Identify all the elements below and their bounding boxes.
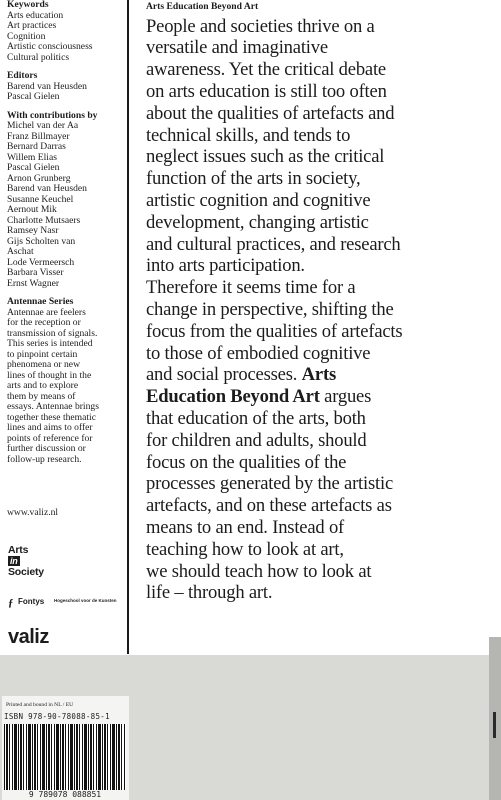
blurb-segment: that education of the arts, both [146,407,366,429]
blurb-segment: life – through art. [146,582,273,604]
barcode-digits: 9 789078 088851 [4,790,126,800]
blurb-line [146,255,496,277]
blurb-segment: awareness. Yet the critical debate [146,59,386,81]
blurb-segment: technical skills, and tends to [146,124,351,146]
series-line: further discussion or [7,443,86,455]
contributor-item: Willem Elias [7,151,57,163]
arts-logo-word-in: in [10,556,18,566]
series-line: for the reception or [7,317,81,329]
printed-in-text: Printed and bound in NL / EU [6,702,74,708]
blurb-line [146,321,496,343]
contributors-section [7,111,125,290]
blurb-segment: versatile and imaginative [146,37,328,59]
fontys-icon: ƒ [8,597,14,609]
fontys-tagline: Hogeschool voor de Kunsten [54,598,117,603]
series-heading: Antennae Series [7,296,74,308]
blurb-segment: People and societies thrive on a [146,15,375,37]
series-line: follow-up research. [7,453,82,465]
blurb-line [146,582,496,604]
series-line: lines and aims to offer [7,422,93,434]
series-description [7,308,125,466]
blurb-segment: function of the arts in society, [146,168,361,190]
blurb-segment: focus from the qualities of artefacts [146,320,403,342]
contributor-item: Pascal Gielen [7,162,60,174]
blurb-line [146,343,496,365]
blurb-line [146,81,496,103]
valiz-logo: valiz [8,626,49,648]
keywords-section [7,0,125,63]
editors-heading: Editors [7,70,38,82]
blurb-line [146,430,496,452]
blurb-segment: focus on the qualities of the [146,451,347,473]
blurb-line [146,408,496,430]
blurb-segment: development, changing artistic [146,211,369,233]
contributor-item: Ernst Wagner [7,277,60,289]
series-line: transmission of signals. [7,327,98,339]
series-line: lines of thought in the [7,369,92,381]
blurb-segment: artefacts, and on these artefacts as [146,495,392,517]
blurb-segment: on arts education is still too often [146,80,387,102]
editors-list [7,82,125,103]
blurb-line [146,517,496,539]
isbn-text: ISBN 978-90-78088-85-1 [4,712,110,721]
blurb-line [146,234,496,256]
blurb-line [146,364,496,386]
contributor-item: Franz Billmayer [7,130,70,142]
keyword-item: Arts education [7,9,64,21]
blurb-line [146,299,496,321]
series-section [7,297,125,465]
blurb-line [146,16,496,38]
editors-section [7,71,125,103]
blurb-segment: Therefore it seems time for a [146,277,356,299]
right-column [146,0,496,604]
blurb-segment: about the qualities of artefacts and [146,102,395,124]
blurb-line [146,212,496,234]
keyword-item: Cultural politics [7,51,70,63]
blurb-line [146,386,496,408]
series-line: to pinpoint certain [7,348,78,360]
fontys-name: Fontys [18,597,45,606]
keyword-item: Artistic consciousness [7,41,93,53]
contributor-item: Lode Vermeersch [7,256,75,268]
blurb-segment: to those of embodied cognitive [146,342,371,364]
fontys-logo [8,595,120,611]
blurb-bold-text: Arts [301,364,336,386]
editor-item: Pascal Gielen [7,91,60,103]
blurb-segment: teaching how to look at art, [146,538,344,560]
blurb-line [146,473,496,495]
blurb-line [146,539,496,561]
blurb-segment: change in perspective, shifting the [146,298,394,320]
contributor-item: Ramsey Nasr [7,225,59,237]
blurb-bold-text: Education Beyond Art [146,386,320,408]
column-divider [127,0,129,654]
contributor-item: Bernard Darras [7,141,66,153]
blurb-segment: and social processes. [146,364,302,386]
blurb-segment: processes generated by the artistic [146,473,394,495]
keywords-list [7,11,125,64]
blurb-segment: for children and adults, should [146,429,367,451]
blurb-segment: neglect issues such as the critical [146,146,385,168]
left-column [7,0,125,473]
contributor-item: Aschat [7,246,34,258]
flap-mark [493,712,496,738]
keyword-item: Cognition [7,30,46,42]
blurb-line [146,561,496,583]
series-line: points of reference for [7,432,93,444]
book-title: Arts Education Beyond Art [146,1,259,12]
blurb-segment: and cultural practices, and research [146,233,401,255]
arts-logo-word-arts: Arts [8,544,29,556]
series-line: together these thematic [7,411,96,423]
blurb-line [146,190,496,212]
blurb-text [146,16,496,605]
series-line: them by means of [7,390,76,402]
blurb-line [146,495,496,517]
series-line: phenomena or new [7,359,80,371]
arts-logo-word-society: Society [8,566,44,578]
blurb-segment: means to an end. Instead of [146,516,345,538]
blurb-line [146,146,496,168]
arts-in-society-logo [8,545,44,578]
contributors-list [7,121,125,289]
series-line: Antennae are feelers [7,306,86,318]
contributor-item: Aernout Mik [7,204,57,216]
contributors-heading: With contributions by [7,109,98,121]
contributor-item: Arnon Grunberg [7,172,71,184]
blurb-line [146,277,496,299]
blurb-line [146,125,496,147]
keywords-heading: Keywords [7,0,49,10]
barcode [4,724,126,792]
blurb-segment: into arts participation. [146,255,305,277]
blurb-line [146,452,496,474]
blurb-line [146,103,496,125]
blurb-segment: we should teach how to look at [146,560,372,582]
blurb-segment: argues [319,386,372,408]
contributor-item: Barbara Visser [7,267,64,279]
series-line: This series is intended [7,338,93,350]
blurb-segment: artistic cognition and cognitive [146,189,371,211]
contributor-item: Gijs Scholten van [7,235,76,247]
blurb-line [146,168,496,190]
publisher-url[interactable]: www.valiz.nl [7,507,59,518]
contributor-item: Barend van Heusden [7,183,87,195]
contributor-item: Michel van der Aa [7,120,79,132]
editor-item: Barend van Heusden [7,80,87,92]
series-line: essays. Antennae brings [7,401,99,413]
keyword-item: Art practices [7,20,57,32]
blurb-line [146,59,496,81]
series-line: arts and to explore [7,380,79,392]
contributor-item: Susanne Keuchel [7,193,74,205]
contributor-item: Charlotte Mutsaers [7,214,81,226]
blurb-line [146,37,496,59]
